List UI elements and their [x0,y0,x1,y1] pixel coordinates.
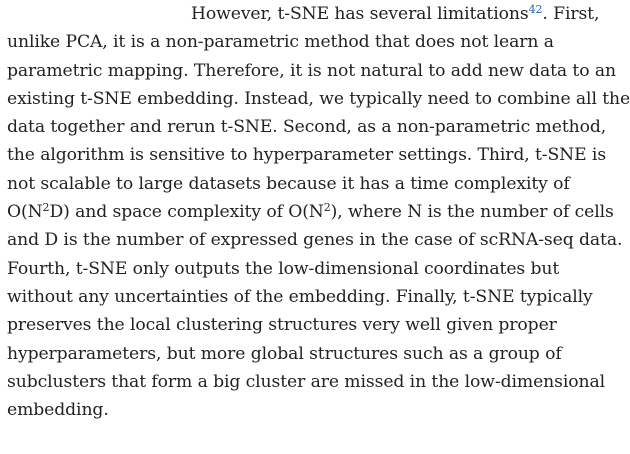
paragraph-line-5: the algorithm is sensitive to hyperparameter settings. Third, t-SNE is [7,145,607,166]
paragraph-line-4: data together and rerun t-SNE. Second, as a non-parametric method, [7,117,607,138]
paragraph-line-2: parametric mapping. Therefore, it is not natural to add new data to an [7,60,616,81]
line-text: However, t-SNE has several limitations [191,4,529,24]
paragraph-line-12: hyperparameters, but more global structures such as a group of [7,343,562,364]
paragraph-line-9: Fourth, t-SNE only outputs the low-dimensional coordinates but [7,258,560,279]
paragraph-line-13: subclusters that form a big cluster are missed in the low-dimensional [7,371,606,392]
superscript: 2 [42,201,50,215]
paragraph-line-11: preserves the local clustering structures very well given proper [7,315,557,336]
article-paragraph [7,0,630,424]
paragraph-line-8: and D is the number of expressed genes in the case of scRNA-seq data. [7,230,623,251]
line-text: O(N [7,202,43,223]
line-text: D) and space complexity of O(N [49,202,324,223]
paragraph-line-3: existing t-SNE embedding. Instead, we typically need to combine all the [7,88,630,109]
paragraph-line-1: unlike PCA, it is a non-parametric method that does not learn a [7,32,554,53]
paragraph-line-10: without any uncertainties of the embedding. Finally, t-SNE typically [7,286,593,307]
paragraph-line-14: embedding. [7,400,109,421]
line-text: . First, [542,4,600,24]
line-text: ), where N is the number of cells [330,202,614,223]
paragraph-line-0 [7,0,600,28]
paragraph-line-7 [7,198,614,226]
citation-42-link[interactable]: 42 [528,2,543,16]
paragraph-line-6: not scalable to large datasets because it has a time complexity of [7,173,570,194]
superscript: 2 [323,201,331,215]
